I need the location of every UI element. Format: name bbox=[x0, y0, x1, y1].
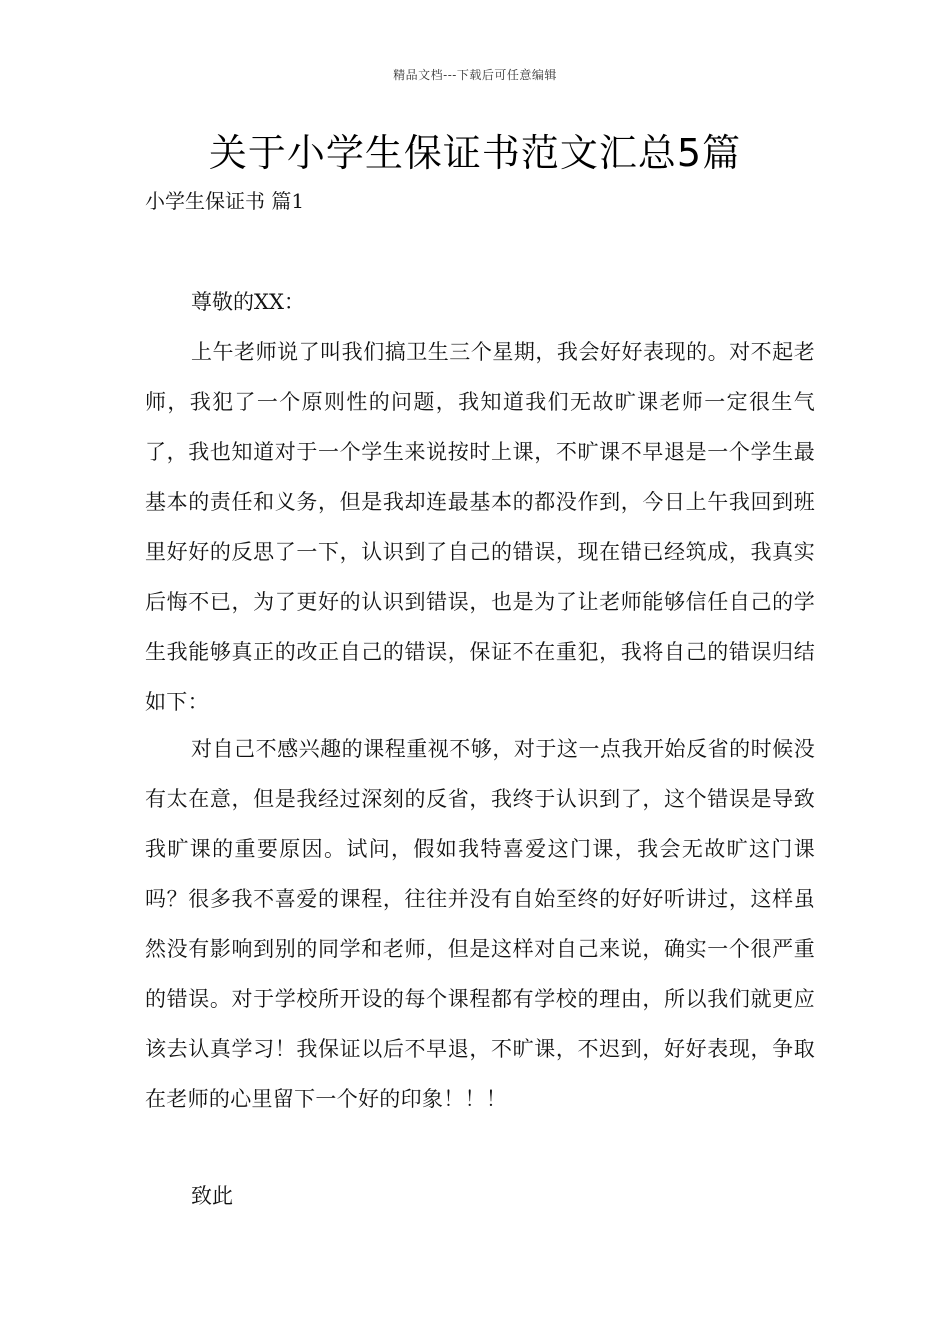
document-title: 关于小学生保证书范文汇总5篇 bbox=[208, 131, 742, 175]
body-paragraph-1: 上午老师说了叫我们搞卫生三个星期，我会好好表现的。对不起老师，我犯了一个原则性的问题，我知道我们无故旷课老师一定很生气了，我也知道对于一个学生来说按时上课，不旷课不早退是一个学生最基本的责任和义务，但是我却连最基本的都没作到，今日上午我回到班里好好的反思了一下，认识到了自己的错误，现在错已经筑成，我真实后悔不已，为了更好的认识到错误，也是为了让老师能够信任自己的学生我能够真正的改正自己的错误，保证不在重犯，我将自己的错误归结如下： bbox=[145, 340, 815, 714]
letter-greeting: 尊敬的XX： bbox=[191, 290, 305, 314]
header-note: 精品文档---下载后可任意编辑 bbox=[393, 68, 557, 82]
letter-closing: 致此 bbox=[191, 1184, 233, 1208]
body-paragraph-2: 对自己不感兴趣的课程重视不够，对于这一点我开始反省的时候没有太在意，但是我经过深刻的反省，我终于认识到了，这个错误是导致我旷课的重要原因。试问，假如我特喜爱这门课，我会无故旷这门课吗？很多我不喜爱的课程，往往并没有自始至终的好好听讲过，这样虽然没有影响到别的同学和老师，但是这样对自己来说，确实一个很严重的错误。对于学校所开设的每个课程都有学校的理由，所以我们就更应该去认真学习！我保证以后不早退，不旷课，不迟到，好好表现，争取在老师的心里留下一个好的印象！！！ bbox=[145, 737, 815, 1111]
section-subtitle: 小学生保证书 篇1 bbox=[145, 189, 305, 213]
